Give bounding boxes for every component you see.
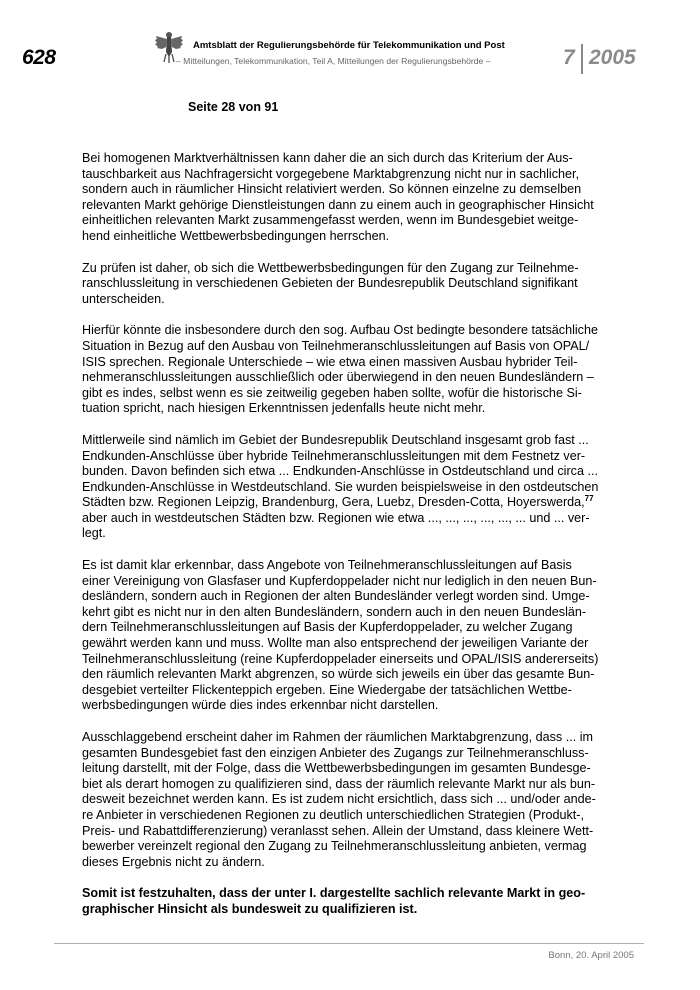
text-line: desweit bezeichnet werden kann. Es ist zudem nicht ersichtlich, dass sich ... und/oder ande- [82,792,596,807]
text-line: relevanten Markt gehörige Dienstleistungen dann zu einem auch in geographischer Hinsicht [82,197,594,212]
paragraph-6 [82,730,622,870]
text-line: nehmeranschlussleitungen ausschließlich oder überwiegend in den neuen Bundesländern – [82,370,594,385]
text-line: ranschlussleitung in verschiedenen Gebieten der Bundesrepublik Deutschland signifikant [82,276,578,291]
text-line: Ausschlaggebend erscheint daher im Rahmen der räumlichen Marktabgrenzung, dass ... im [82,730,594,744]
text-line: Endkunden-Anschlüsse über hybride Teilnehmeranschlussleitungen mit dem Festnetz ver- [82,448,586,463]
text-line: Preis- und Rabattdifferenzierung) veranlasst sehen. Allein der Umstand, dass kleinere Wett- [82,823,594,838]
text-line: ISIS sprechen. Regionale Unterschiede – wie etwa einen massiven Ausbau hybrider Teil- [82,354,578,369]
footnote-reference[interactable]: 77 [584,494,594,504]
paragraph-2 [82,261,622,308]
text-line: Situation in Bezug auf den Ausbau von Teilnehmeranschlussleitungen auf Basis von OPAL/ [82,338,590,353]
text-line: Hierfür könnte die insbesondere durch den sog. Aufbau Ost bedingte besondere tatsächliche [82,323,598,338]
text-line: einheitlichen relevanten Markt zusammengefasst werden, wenn im Bundesgebiet weitge- [82,213,579,228]
text-line: re Anbieter in verschiedenen Regionen zu deutlich unterschiedlichen Strategien (Produkt-, [82,807,584,822]
paragraph-3 [82,323,622,417]
text-line: unterscheiden. [82,291,165,306]
text-line-body: Städten bzw. Regionen Leipzig, Brandenburg, Gera, Luebz, Dresden-Cotta, Hoyerswerda, [82,495,585,510]
text-line: dern Teilnehmeranschlussleitungen auf Basis der Kupferdoppelader, zu welcher Zugang [82,620,573,635]
text-line: leitung darstellt, mit der Folge, dass die Wettbewerbsbedingungen im gesamten Bundesge- [82,761,591,776]
text-line [82,495,622,511]
page-of-label: Seite 28 von 91 [188,100,279,114]
issue-number: 7 [563,46,575,69]
gazette-title: Amtsblatt der Regulierungsbehörde für Telekommunikation und Post [193,40,505,51]
page-number: 628 [22,46,56,69]
text-line: einer Vereinigung von Glasfaser und Kupferdoppelader nicht nur lediglich in den neuen Bun- [82,573,597,588]
text-line: bunden. Davon befinden sich etwa ... Endkunden-Anschlüsse in Ostdeutschland und circa ... [82,464,598,479]
text-line: graphischer Hinsicht als bundesweit zu qualifizieren ist. [82,901,418,916]
text-line: legt. [82,526,106,541]
text-line: gesamten Bundesgebiet fast den einzigen Anbieter des Zugangs zur Teilnehmeranschluss- [82,745,589,760]
text-line: desländern, sondern auch in Regionen der alten Bundesländer verlegt worden sind. Umge- [82,589,590,604]
text-line: Es ist damit klar erkennbar, dass Angebote von Teilnehmeranschlussleitungen auf Basis [82,558,572,573]
text-line: dieses Ergebnis nicht zu ändern. [82,854,265,869]
text-line: Zu prüfen ist daher, ob sich die Wettbewerbsbedingungen für den Zugang zur Teilnehme- [82,260,579,275]
text-line: werbsbedingungen würde dies indes erkennbar nicht darstellen. [82,698,439,713]
text-line: tuation spricht, nach hiesigen Erkenntnissen jedenfalls heute nicht mehr. [82,401,486,416]
text-line: Mittlerweile sind nämlich im Gebiet der Bundesrepublik Deutschland insgesamt grob fast ... [82,432,589,447]
issue-year: 2005 [589,46,636,69]
issue-divider [581,44,583,74]
text-line: sondern auch in räumlicher Hinsicht relativiert werden. So können einzelne zu demselben [82,182,582,197]
document-body [82,151,622,934]
paragraph-1 [82,151,622,245]
text-line: aber auch in westdeutschen Städten bzw. Regionen wie etwa ..., ..., ..., ..., ..., ... und ... ver- [82,510,590,525]
text-line: hend einheitliche Wettbewerbsbedingungen herrschen. [82,228,390,243]
text-line: Teilnehmeranschlussleitung (reine Kupferdoppelader einerseits und OPAL/ISIS andererseits) [82,651,599,666]
footer-date: Bonn, 20. April 2005 [548,950,634,961]
footer-divider [54,943,644,944]
text-line: den räumlich relevanten Markt abgrenzen, so würde sich jeweils ein über das gesamte Bun- [82,667,595,682]
text-line: bewerber vereinzelt regional den Zugang zu Teilnehmeranschlussleitung anbieten, vermag [82,839,587,854]
text-line: gewährt werden kann und muss. Wollte man also entsprechend der jeweiligen Variante der [82,636,589,651]
conclusion-paragraph [82,886,622,917]
text-line: Endkunden-Anschlüsse in Westdeutschland. Sie wurden beispielsweise in den ostdeutschen [82,479,599,494]
text-line: Somit ist festzuhalten, dass der unter I. dargestellte sachlich relevante Markt in geo- [82,886,586,901]
text-line: gibt es indes, selbst wenn es sie zeitweilig gegeben haben sollte, wofür die historische Si- [82,385,582,400]
text-line: biet als derart homogen zu qualifizieren sind, dass der räumlich relevante Markt nur als bun- [82,776,596,791]
paragraph-5 [82,558,622,714]
text-line: kehrt gibt es nicht nur in den alten Bundesländern, sondern auch in den neuen Bundeslän- [82,604,587,619]
text-line: tauschbarkeit aus Nachfragersicht vorgegebene Marktabgrenzung nicht nur in sachlicher, [82,166,580,181]
paragraph-4 [82,433,622,542]
text-line: Bei homogenen Marktverhältnissen kann daher die an sich durch das Kriterium der Aus- [82,151,573,165]
gazette-subtitle: – Mitteilungen, Telekommunikation, Teil A, Mitteilungen der Regulierungsbehörde – [176,56,491,66]
text-line: desgebiet verteilter Flickenteppich ergeben. Eine Wiedergabe der tatsächlichen Wettbe- [82,682,572,697]
